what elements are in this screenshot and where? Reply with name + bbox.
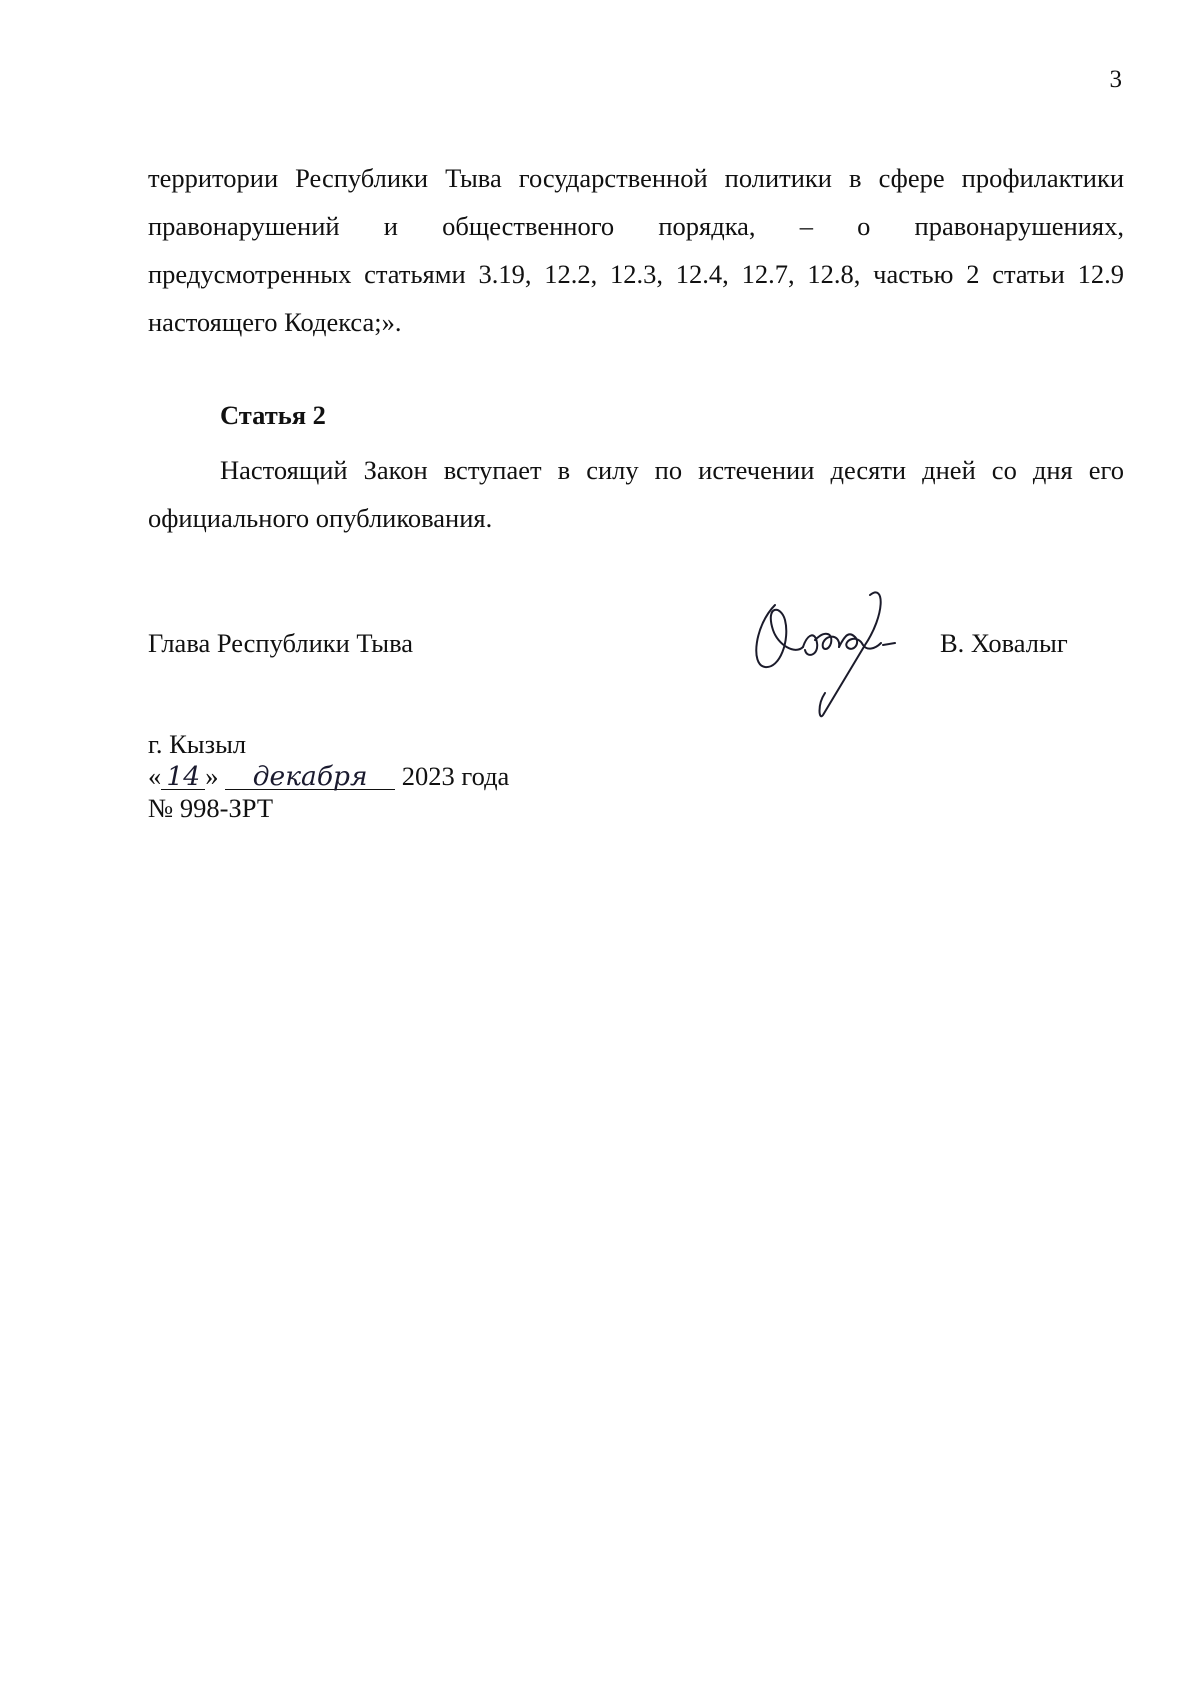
article-heading: Статья 2 <box>220 400 326 430</box>
date-open-quote: « <box>148 761 162 791</box>
date-close-quote: » <box>205 761 219 791</box>
paragraph-line: настоящего Кодекса;». <box>148 307 402 337</box>
paragraph-line: территории Республики Тыва государственной политики в сфере профилактики <box>148 163 1124 193</box>
city-line: г. Кызыл <box>148 729 247 759</box>
article-paragraph <box>148 446 1124 542</box>
page-number: 3 <box>1109 66 1122 93</box>
signatory-title: Глава Республики Тыва <box>148 628 414 658</box>
date-month: декабря <box>225 765 395 790</box>
paragraph-line: предусмотренных статьями 3.19, 12.2, 12.3, 12.4, 12.7, 12.8, частью 2 статьи 12.9 <box>148 259 1124 289</box>
paragraph-line: официального опубликования. <box>148 503 493 533</box>
paragraph-line: правонарушений и общественного порядка, – о правонарушениях, <box>148 211 1124 241</box>
paragraph-continuation <box>148 154 1124 346</box>
date-year: 2023 года <box>401 761 510 791</box>
handwritten-signature-icon <box>745 585 905 720</box>
date-day: 14 <box>161 765 205 790</box>
law-number: № 998-ЗРТ <box>148 793 274 823</box>
paragraph-line: Настоящий Закон вступает в силу по истечении десяти дней со дня его <box>220 455 1124 485</box>
date-line <box>148 760 509 792</box>
place-date-block <box>148 728 509 824</box>
signatory-name: В. Ховалыг <box>940 628 1068 658</box>
